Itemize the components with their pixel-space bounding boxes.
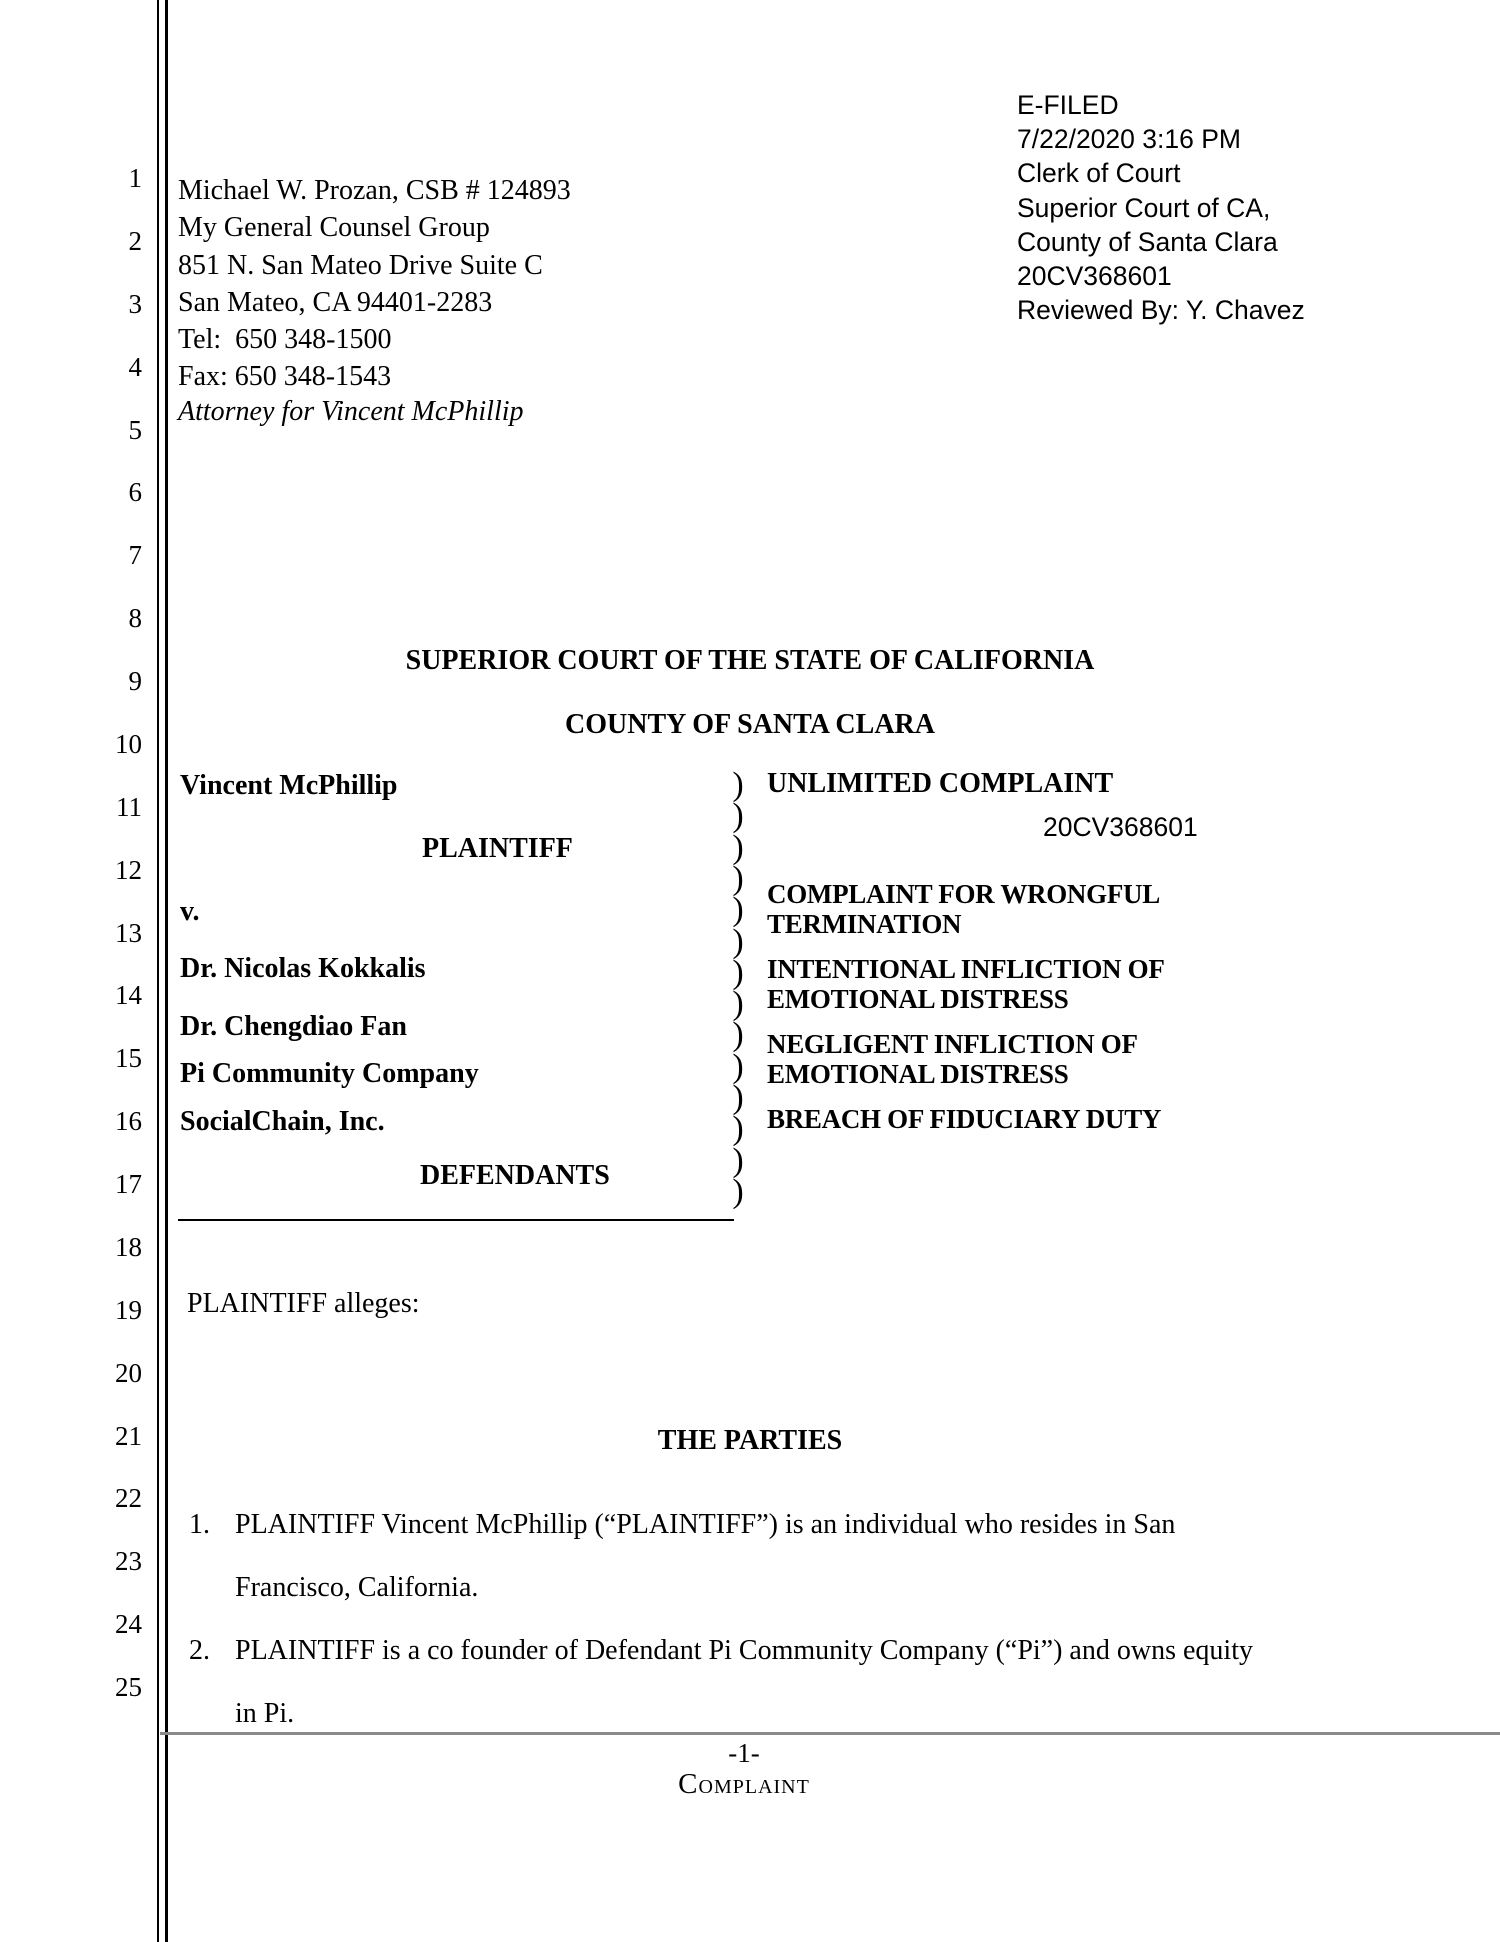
cause-line: COMPLAINT FOR WRONGFUL bbox=[767, 879, 1160, 909]
defendant-name: Dr. Nicolas Kokkalis bbox=[180, 953, 426, 984]
plaintiff-name: Vincent McPhillip bbox=[180, 770, 398, 801]
line-number: 6 bbox=[128, 477, 142, 508]
cause-of-action bbox=[767, 954, 1165, 1014]
line-number: 12 bbox=[115, 854, 142, 885]
caption-paren: ) bbox=[732, 1141, 744, 1179]
defendant-name: Dr. Chengdiao Fan bbox=[180, 1011, 407, 1042]
court-county: COUNTY OF SANTA CLARA bbox=[565, 709, 935, 740]
attorney-block-line: San Mateo, CA 94401-2283 bbox=[178, 286, 493, 318]
paragraph-number: 2. bbox=[189, 1635, 210, 1666]
court-title: SUPERIOR COURT OF THE STATE OF CALIFORNIA bbox=[405, 645, 1095, 676]
paragraph-line: PLAINTIFF is a co founder of Defendant Pi Community Company (“Pi”) and owns equity bbox=[235, 1635, 1253, 1666]
footer-page-number: -1- bbox=[728, 1738, 760, 1768]
alleges-line: PLAINTIFF alleges: bbox=[187, 1288, 420, 1319]
line-number: 24 bbox=[115, 1609, 142, 1640]
caption-paren: ) bbox=[732, 1172, 744, 1210]
caption-paren: ) bbox=[732, 828, 744, 866]
efiling-stamp-line: Clerk of Court bbox=[1017, 158, 1181, 189]
line-number: 4 bbox=[128, 351, 142, 382]
caption-paren: ) bbox=[732, 766, 744, 803]
caption-paren: ) bbox=[732, 1110, 744, 1148]
plaintiff-label: PLAINTIFF bbox=[422, 833, 573, 864]
footer-rule bbox=[160, 1732, 1500, 1735]
caption-paren: ) bbox=[732, 1079, 744, 1116]
line-number: 16 bbox=[115, 1106, 142, 1137]
line-number: 14 bbox=[115, 980, 142, 1011]
line-number: 25 bbox=[115, 1672, 142, 1702]
caption-paren: ) bbox=[732, 1047, 744, 1085]
line-number: 7 bbox=[128, 540, 142, 571]
caption-underline bbox=[178, 1219, 734, 1221]
paragraph-line: PLAINTIFF Vincent McPhillip (“PLAINTIFF”) is an individual who resides in San bbox=[235, 1509, 1176, 1540]
line-number: 13 bbox=[115, 917, 142, 948]
cause-of-action bbox=[767, 1029, 1138, 1089]
caption-paren: ) bbox=[732, 797, 744, 835]
left-margin-rule-inner bbox=[165, 0, 168, 1942]
efiling-stamp-line: County of Santa Clara bbox=[1017, 226, 1278, 257]
caption-paren: ) bbox=[732, 891, 744, 929]
defendant-name: SocialChain, Inc. bbox=[180, 1106, 385, 1137]
attorney-block-line: My General Counsel Group bbox=[178, 212, 490, 244]
efiling-stamp-line: 7/22/2020 3:16 PM bbox=[1017, 124, 1241, 155]
line-number: 2 bbox=[128, 225, 142, 256]
line-number: 11 bbox=[116, 791, 142, 822]
efiling-stamp-line: E-FILED bbox=[1017, 90, 1119, 120]
attorney-block-line: Michael W. Prozan, CSB # 124893 bbox=[178, 175, 571, 206]
line-number: 10 bbox=[115, 728, 142, 759]
attorney-role-line: Attorney for Vincent McPhillip bbox=[178, 396, 524, 427]
attorney-block-line: Fax: 650 348-1543 bbox=[178, 361, 392, 393]
line-number: 15 bbox=[115, 1043, 142, 1074]
caption-paren: ) bbox=[732, 1016, 744, 1054]
cause-of-action bbox=[767, 1104, 1161, 1134]
attorney-block-line: Tel: 650 348-1500 bbox=[178, 324, 392, 356]
line-number: 21 bbox=[115, 1420, 142, 1451]
line-number: 1 bbox=[128, 163, 142, 193]
line-number: 18 bbox=[115, 1231, 142, 1262]
defendants-label: DEFENDANTS bbox=[420, 1160, 610, 1191]
line-number: 3 bbox=[128, 288, 142, 319]
attorney-block-line: 851 N. San Mateo Drive Suite C bbox=[178, 249, 543, 281]
caption-paren: ) bbox=[732, 922, 744, 960]
cause-line: NEGLIGENT INFLICTION OF bbox=[767, 1029, 1138, 1059]
section-heading: THE PARTIES bbox=[657, 1425, 843, 1456]
caption-paren: ) bbox=[732, 859, 744, 897]
cause-of-action bbox=[767, 879, 1160, 939]
line-number: 23 bbox=[115, 1546, 142, 1577]
footer-doc-title: Complaint bbox=[678, 1768, 810, 1800]
case-number: 20CV368601 bbox=[1043, 812, 1198, 842]
paragraph-line: Francisco, California. bbox=[235, 1572, 479, 1603]
efiling-stamp-line: Superior Court of CA, bbox=[1017, 192, 1271, 223]
cause-line: INTENTIONAL INFLICTION OF bbox=[767, 954, 1165, 984]
cause-line: TERMINATION bbox=[767, 909, 962, 939]
line-number: 17 bbox=[115, 1169, 142, 1199]
caption-paren: ) bbox=[732, 953, 744, 991]
line-number: 5 bbox=[128, 414, 142, 445]
defendant-name: Pi Community Company bbox=[180, 1058, 479, 1089]
efiling-stamp-line: Reviewed By: Y. Chavez bbox=[1017, 295, 1305, 326]
line-number: 9 bbox=[128, 666, 142, 696]
line-number: 8 bbox=[128, 603, 142, 634]
attorney-block bbox=[178, 172, 571, 396]
versus-marker: v. bbox=[180, 896, 200, 927]
cause-line: BREACH OF FIDUCIARY DUTY bbox=[767, 1104, 1162, 1134]
efiling-stamp bbox=[1017, 88, 1305, 327]
caption-paren: ) bbox=[732, 985, 744, 1023]
case-type-title: UNLIMITED COMPLAINT bbox=[767, 768, 1114, 799]
cause-line: EMOTIONAL DISTRESS bbox=[767, 984, 1069, 1014]
paragraph-line: in Pi. bbox=[235, 1698, 295, 1729]
left-margin-rule-outer bbox=[157, 0, 159, 1942]
paragraph-number: 1. bbox=[189, 1509, 210, 1540]
line-number: 19 bbox=[115, 1294, 142, 1325]
cause-line: EMOTIONAL DISTRESS bbox=[767, 1059, 1069, 1089]
line-number: 22 bbox=[115, 1483, 142, 1514]
efiling-stamp-line: 20CV368601 bbox=[1017, 261, 1172, 292]
line-number: 20 bbox=[115, 1357, 142, 1388]
